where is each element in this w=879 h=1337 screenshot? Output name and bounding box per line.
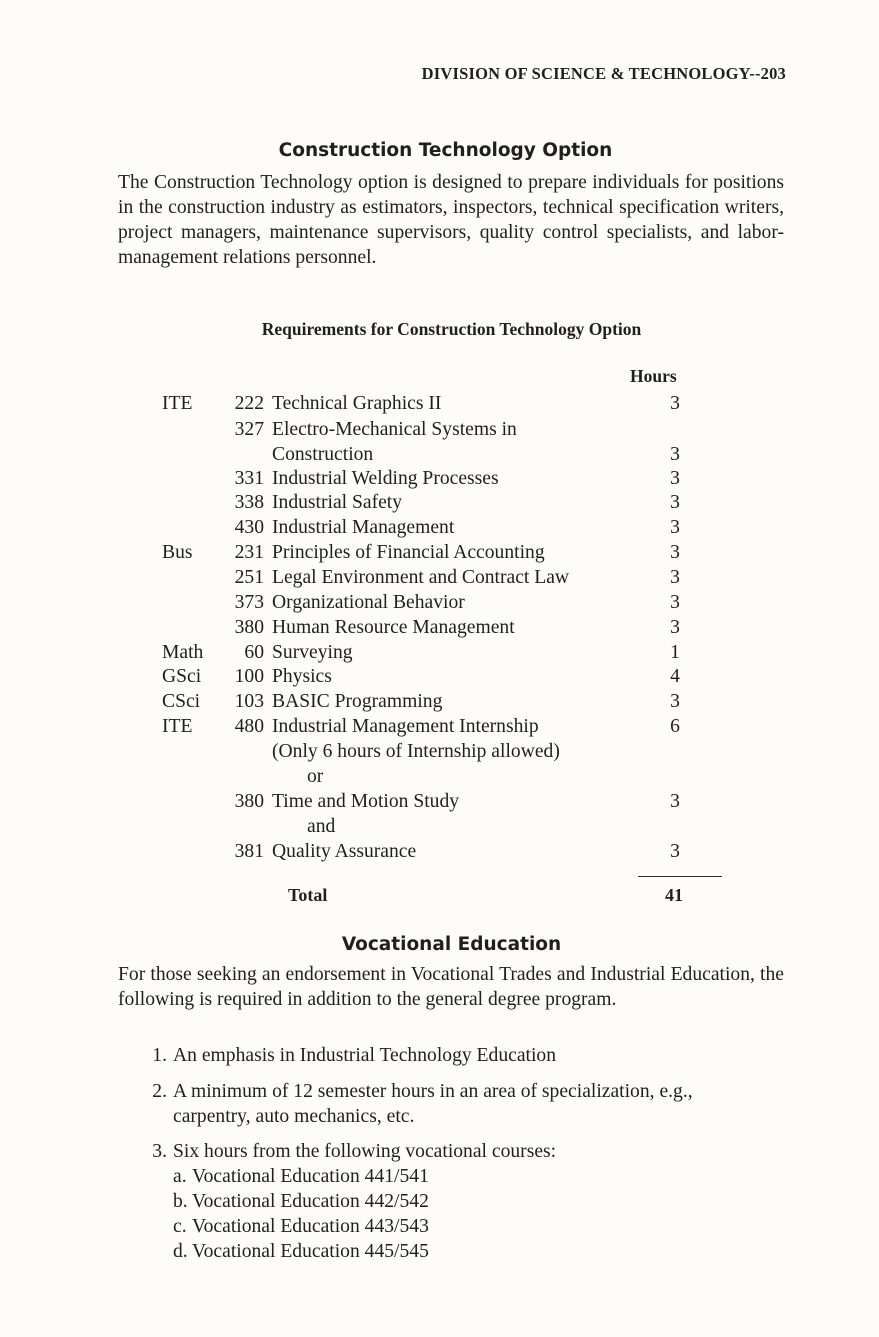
list-item-text: A minimum of 12 semester hours in an area of specialization, e.g., — [173, 1081, 693, 1102]
course-hours: 3 — [670, 791, 680, 812]
course-number: 380 — [234, 617, 264, 638]
course-department: Math — [162, 642, 204, 663]
sub-item-text: Vocational Education 445/545 — [192, 1241, 429, 1262]
list-item-text: An emphasis in Industrial Technology Education — [173, 1045, 556, 1066]
course-connector: and — [307, 816, 336, 837]
total-hours: 41 — [665, 885, 683, 905]
sub-item-letter: b. — [173, 1191, 188, 1212]
list-item-text: carpentry, auto mechanics, etc. — [173, 1106, 415, 1127]
course-department: Bus — [162, 542, 193, 563]
requirements-title: Requirements for Construction Technology Option — [261, 319, 642, 339]
course-number: 373 — [234, 592, 264, 613]
sub-item-text: Vocational Education 442/542 — [192, 1191, 429, 1212]
course-title: Principles of Financial Accounting — [272, 542, 545, 563]
list-item-text: Six hours from the following vocational courses: — [173, 1141, 557, 1162]
course-number: 381 — [234, 841, 264, 862]
course-hours: 3 — [670, 542, 680, 563]
course-title: Legal Environment and Contract Law — [272, 567, 570, 588]
course-title: Organizational Behavior — [272, 592, 465, 613]
course-title: Industrial Safety — [272, 492, 403, 513]
sub-item-letter: c. — [173, 1216, 187, 1237]
course-hours: 3 — [670, 517, 680, 538]
list-item-number: 1. — [152, 1045, 167, 1066]
course-hours: 3 — [670, 567, 680, 588]
course-department: GSci — [162, 666, 202, 687]
course-hours: 3 — [670, 592, 680, 613]
sub-item-text: Vocational Education 441/541 — [192, 1166, 429, 1187]
course-hours: 3 — [670, 841, 680, 862]
course-title: Industrial Management — [272, 517, 455, 538]
course-number: 430 — [234, 517, 264, 538]
list-item-number: 3. — [152, 1141, 167, 1162]
course-hours: 3 — [670, 393, 680, 414]
sub-item-letter: a. — [173, 1166, 187, 1187]
running-head: DIVISION OF SCIENCE & TECHNOLOGY--203 — [421, 64, 786, 83]
course-number: 231 — [234, 542, 264, 563]
course-number: 331 — [234, 468, 264, 489]
sub-item-letter: d. — [173, 1241, 188, 1262]
course-hours: 3 — [670, 617, 680, 638]
course-title: (Only 6 hours of Internship allowed) — [272, 741, 560, 762]
course-title: Industrial Management Internship — [272, 716, 539, 737]
course-connector: or — [307, 766, 324, 787]
course-hours: 4 — [670, 666, 680, 687]
construction-description: The Construction Technology option is designed to prepare individuals for positions in the construction industry as estimators, inspectors, technical specification writers, project managers, maintenance supervisors, quality control specialists, and labor-management relations personnel. — [118, 172, 784, 268]
course-hours: 1 — [670, 642, 680, 663]
vocational-description: For those seeking an endorsement in Vocational Trades and Industrial Education, the following is required in addition to the general degree program. — [118, 964, 784, 1010]
course-number: 222 — [234, 393, 264, 414]
course-title: Quality Assurance — [272, 841, 417, 862]
construction-title: Construction Technology Option — [278, 140, 613, 161]
course-number: 251 — [234, 567, 264, 588]
course-hours: 3 — [670, 492, 680, 513]
course-title: Construction — [272, 444, 374, 465]
course-hours: 3 — [670, 691, 680, 712]
course-number: 480 — [234, 716, 264, 737]
course-number: 100 — [234, 666, 264, 687]
course-number: 327 — [234, 419, 264, 440]
course-title: Surveying — [272, 642, 353, 663]
course-number: 380 — [234, 791, 264, 812]
course-department: ITE — [162, 393, 193, 414]
course-number: 103 — [234, 691, 264, 712]
hours-column-header: Hours — [630, 366, 677, 386]
course-department: ITE — [162, 716, 193, 737]
course-hours: 3 — [670, 468, 680, 489]
course-hours: 6 — [670, 716, 680, 737]
total-label: Total — [288, 885, 328, 905]
vocational-title: Vocational Education — [341, 934, 562, 955]
course-title: Electro-Mechanical Systems in — [272, 419, 517, 440]
course-number: 338 — [234, 492, 264, 513]
course-title: Technical Graphics II — [272, 393, 442, 414]
course-title: Industrial Welding Processes — [272, 468, 499, 489]
course-hours: 3 — [670, 444, 680, 465]
course-number: 60 — [244, 642, 264, 663]
course-title: Human Resource Management — [272, 617, 515, 638]
total-rule — [638, 876, 722, 877]
course-department: CSci — [162, 691, 201, 712]
sub-item-text: Vocational Education 443/543 — [192, 1216, 429, 1237]
course-title: BASIC Programming — [272, 691, 443, 712]
list-item-number: 2. — [152, 1081, 167, 1102]
course-title: Time and Motion Study — [272, 791, 460, 812]
course-title: Physics — [272, 666, 332, 687]
